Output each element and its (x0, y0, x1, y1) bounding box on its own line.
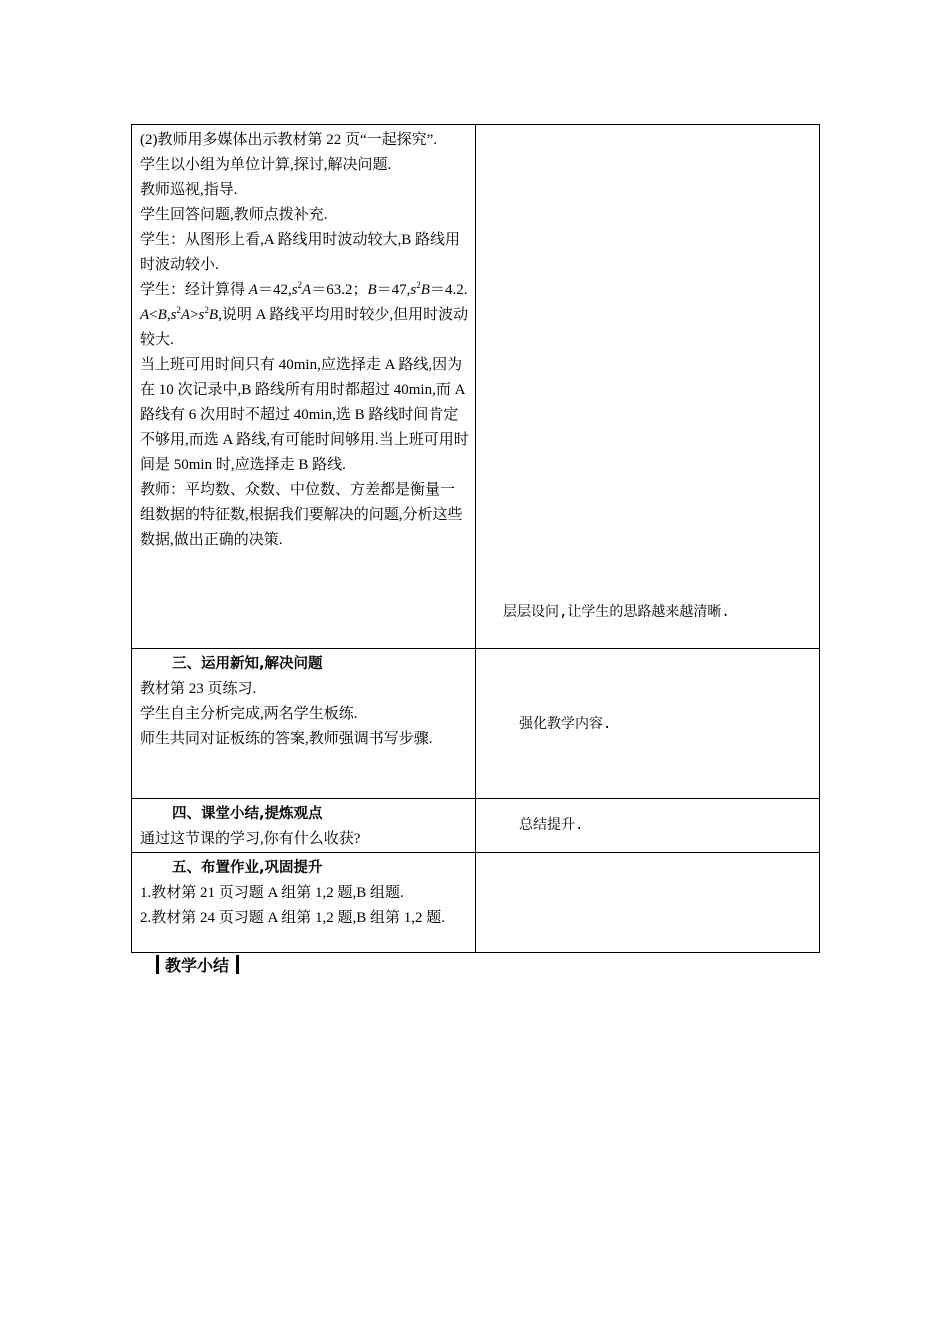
table-row (132, 649, 820, 799)
section-heading: 三、运用新知,解决问题 (172, 656, 323, 672)
paragraph: 教材第 23 页练习. (140, 681, 257, 697)
design-note: 强化教学内容. (519, 716, 612, 732)
right-bar (236, 955, 239, 974)
design-note: 层层设问,让学生的思路越来越清晰. (503, 604, 730, 620)
note-cell (476, 799, 820, 853)
section-title-text: 教学小结 (165, 956, 230, 975)
note-cell (476, 853, 820, 953)
paragraph: 当上班可用时间只有 40min,应选择走 A 路线,因为在 10 次记录中,B 路线所有用时都超过 40min,而 A 路线有 6 次用时不超过 40min,选 B 路线时间肯定不够用,而选 A 路线,有可能时间够用.当上班可用时间是 50min 时,应选择走 B 路线. (140, 357, 469, 473)
process-cell (132, 853, 476, 953)
formula-paragraph: 学生：经计算得 $A=42,s^2A=63.2$；$B=47,s^2B=4.2$. (140, 280, 468, 298)
paragraph: 学生以小组为单位计算,探讨,解决问题. (140, 157, 392, 173)
note-cell (476, 125, 820, 649)
formula-paragraph: $A<B,s^2A>s^2B$,说明 A 路线平均用时较少,但用时波动较大. (140, 305, 469, 348)
section-heading: 四、课堂小结,提炼观点 (172, 806, 323, 822)
paragraph: (2)教师用多媒体出示教材第 22 页“一起探究”. (140, 132, 438, 148)
paragraph: 学生：从图形上看,A 路线用时波动较大,B 路线用时波动较小. (140, 232, 461, 273)
table-row (132, 799, 820, 853)
process-cell (132, 799, 476, 853)
lesson-table (131, 124, 820, 953)
paragraph: 教师：平均数、众数、中位数、方差都是衡量一组数据的特征数,根据我们要解决的问题,分析这些数据,做出正确的决策. (140, 482, 463, 548)
table-row (132, 125, 820, 649)
paragraph: 1.教材第 21 页习题 A 组第 1,2 题,B 组题. (140, 885, 404, 901)
section-title (156, 953, 239, 976)
process-cell (132, 125, 476, 649)
paragraph: 师生共同对证板练的答案,教师强调书写步骤. (140, 731, 433, 747)
process-cell (132, 649, 476, 799)
table-row (132, 853, 820, 953)
paragraph: 通过这节课的学习,你有什么收获? (140, 831, 361, 847)
paragraph: 教师巡视,指导. (140, 182, 238, 198)
design-note: 总结提升. (519, 817, 584, 833)
paragraph: 2.教材第 24 页习题 A 组第 1,2 题,B 组第 1,2 题. (140, 910, 446, 926)
paragraph: 学生回答问题,教师点拨补充. (140, 207, 328, 223)
note-cell (476, 649, 820, 799)
paragraph: 学生自主分析完成,两名学生板练. (140, 706, 358, 722)
section-heading: 五、布置作业,巩固提升 (172, 860, 323, 876)
